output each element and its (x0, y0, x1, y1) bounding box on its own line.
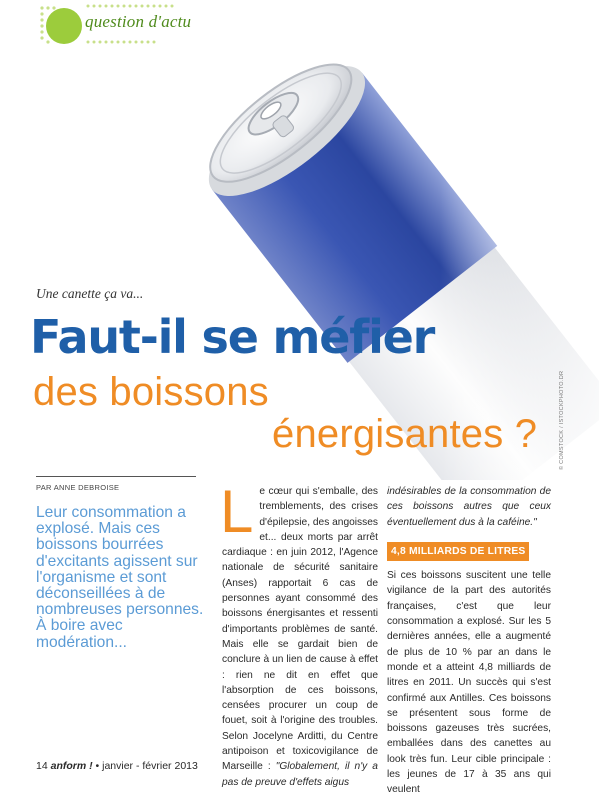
article-paragraph: Si ces boissons suscitent une telle vigilance de la part des autorités françaises, c'est que leur consommation a explosé. Sur les 5 dernières années, elle a augmenté de plus de 10 % par an dans le monde et a atteint 4,8 milliards de litres en 2011. Un succès qui s'est confirmé aux Antilles. Ces boissons se présentent sous forme de boissons gazeuses très sucrées, emballées dans des canettes au look très fun. Leur cible principale : les jeunes de 17 à 35 ans qui veulent (387, 570, 551, 796)
lede-paragraph: Leur consommation a explosé. Mais ces boissons bourrées d'excitants agissent sur l'organisme et sont déconseillées à de nombreuses personnes. À boire avec modération... (36, 504, 204, 651)
issue-date: • janvier - février 2013 (95, 760, 198, 772)
byline: PAR ANNE DEBROISE (36, 483, 120, 492)
page-number: 14 (36, 760, 48, 772)
quote-text: "Globalement, il n'y a pas de preuve d'effets aigus (222, 761, 378, 788)
quote-continuation: indésirables de la consommation de ces boissons autres que ceux éventuellement dus à la caféine." (387, 486, 551, 528)
page-footer (36, 760, 198, 772)
paragraph-text: e cœur qui s'emballe, des tremblements, des crises d'épilepsie, des angoisses et... deux morts par arrêt cardiaque : en juin 2012, l'Agence nationale de sécurité sanitaire (Anses) rapportait 6 cas de personnes ayant consommé des boissons énergisantes et ressenti d'importants problèmes de santé. Mais elle se gardait bien de conclure à un lien de cause à effet : rien ne dit en effet que l'absorption de ces boissons, censées procurer un coup de fouet, soit à l'origine des troubles. Selon Jocelyne Arditti, du Centre antipoison et toxicovigilance de Marseille : (222, 486, 378, 773)
magazine-brand: anform ! (50, 760, 93, 772)
headline-line3: énergisantes ? (272, 412, 538, 456)
byline-divider (36, 476, 196, 477)
rubric-label: question d'actu (85, 12, 192, 31)
green-circle-icon (46, 8, 82, 44)
headline-line2: des boissons (33, 370, 269, 414)
article-column-1 (220, 478, 378, 790)
section-subhead: 4,8 MILLIARDS DE LITRES (387, 542, 529, 561)
article-column-2 (387, 484, 551, 796)
drop-cap: L (220, 478, 254, 545)
headline-line1: Faut-il se méfier (30, 310, 435, 364)
photo-credit: © COMSTOCK / ISTOCKPHOTO.DR (559, 370, 565, 470)
article-paragraph (220, 478, 378, 790)
kicker: Une canette ça va... (36, 286, 144, 301)
